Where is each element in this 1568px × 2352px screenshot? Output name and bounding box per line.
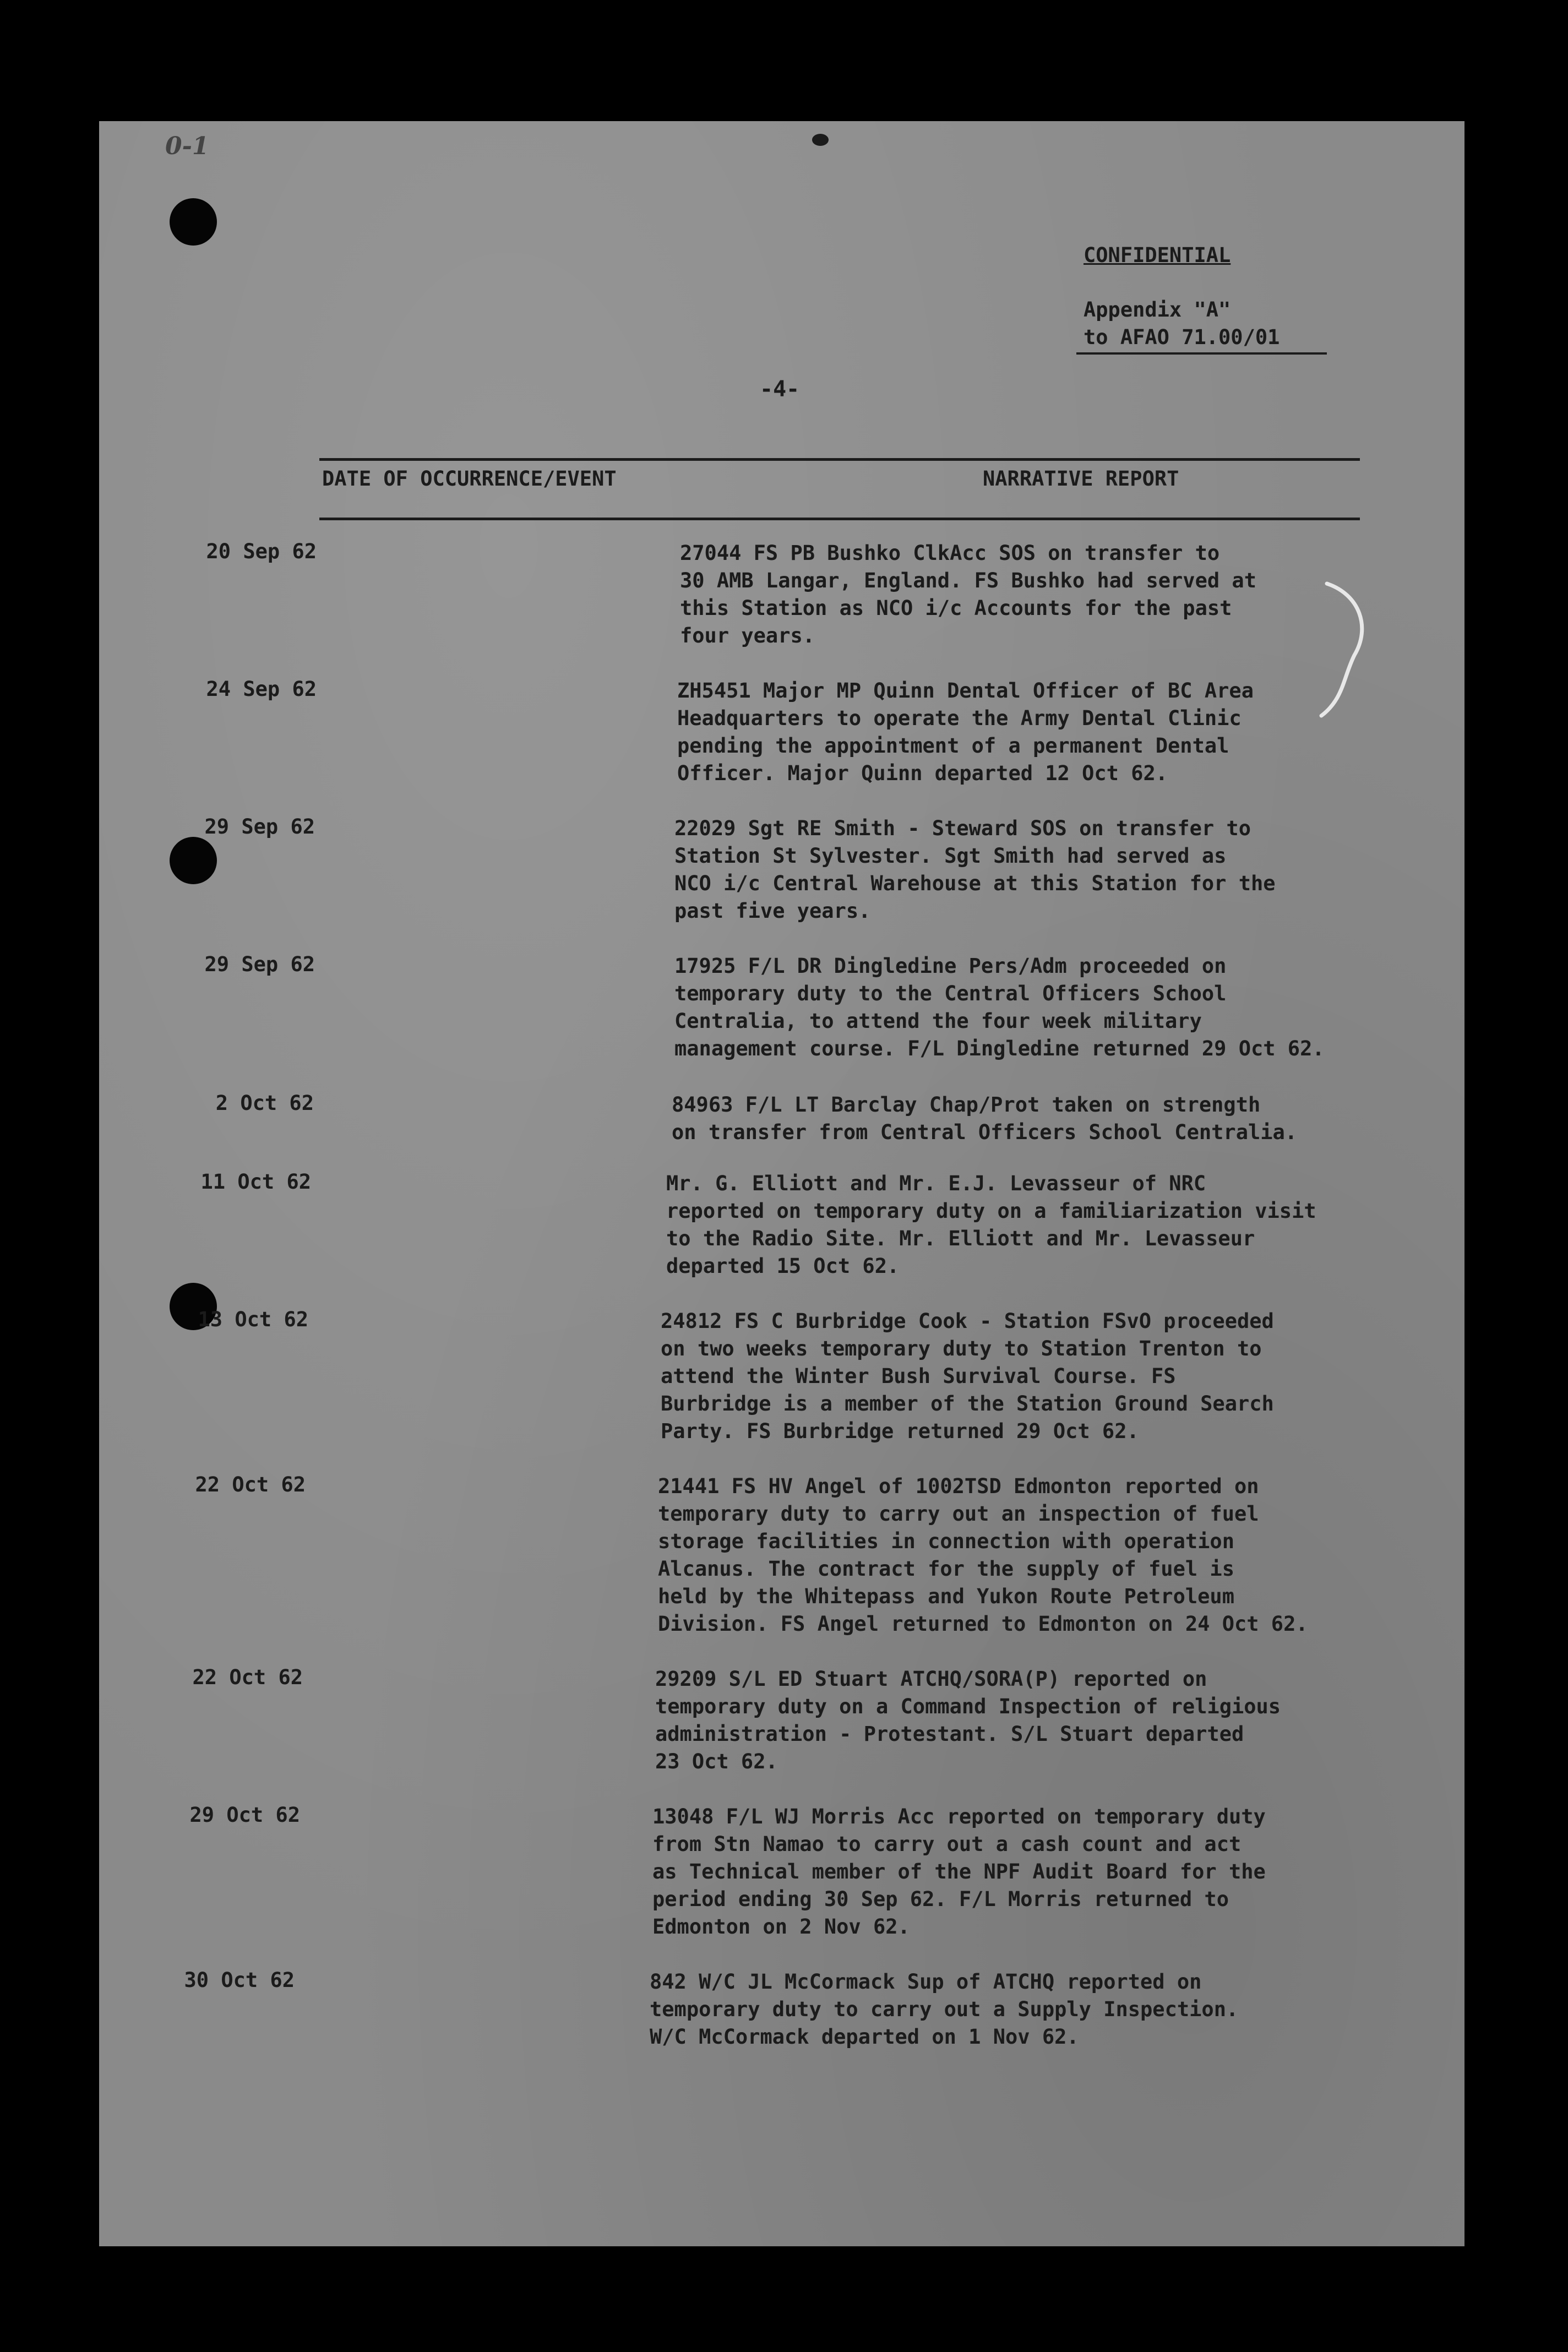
narrative-line: 84963 F/L LT Barclay Chap/Prot taken on strength [672,1093,1261,1117]
entry-narrative [674,952,1423,1063]
narrative-line: administration - Protestant. S/L Stuart departed [655,1722,1244,1746]
narrative-line: on transfer from Central Officers School Centralia. [672,1120,1298,1144]
narrative-line: 24812 FS C Burbridge Cook - Station FSvO proceeded [661,1309,1274,1333]
entry-date: 29 Sep 62 [204,952,315,976]
narrative-line: Alcanus. The contract for the supply of fuel is [658,1557,1234,1581]
narrative-line: as Technical member of the NPF Audit Board for the [652,1860,1266,1883]
narrative-line: management course. F/L Dingledine returned 29 Oct 62. [674,1037,1325,1060]
corner-handwritten-mark: 0-1 [165,132,209,160]
narrative-line: Division. FS Angel returned to Edmonton on 24 Oct 62. [658,1612,1308,1636]
entry-narrative [655,1665,1404,1776]
narrative-line: departed 15 Oct 62. [666,1254,900,1278]
appendix-reference [1084,296,1280,351]
appendix-underline [1076,352,1327,355]
entry-narrative [666,1170,1415,1280]
entry-narrative [674,815,1423,925]
punch-hole-top [170,198,217,246]
column-header-date: DATE OF OCCURRENCE/EVENT [322,467,617,491]
page-number: -4- [760,377,800,402]
narrative-line: on two weeks temporary duty to Station Trenton to [661,1337,1262,1360]
narrative-line: held by the Whitepass and Yukon Route Petroleum [658,1585,1234,1608]
narrative-line: pending the appointment of a permanent Dental [677,734,1229,758]
narrative-line: 29209 S/L ED Stuart ATCHQ/SORA(P) reported on [655,1667,1207,1691]
narrative-line: to the Radio Site. Mr. Elliott and Mr. Levasseur [666,1227,1255,1250]
entry-date: 13 Oct 62 [198,1308,308,1331]
entry-date: 11 Oct 62 [200,1170,311,1194]
handwritten-bracket-mark [1310,578,1387,721]
entry-date: 29 Sep 62 [204,815,315,839]
narrative-line: reported on temporary duty on a familiarization visit [666,1199,1316,1223]
narrative-line: temporary duty to the Central Officers School [674,982,1227,1005]
appendix-line-1: Appendix "A" [1084,298,1231,322]
narrative-line: from Stn Namao to carry out a cash count and act [652,1832,1242,1856]
entry-date: 24 Sep 62 [206,677,317,701]
narrative-line: 13048 F/L WJ Morris Acc reported on temporary duty [652,1805,1266,1828]
narrative-line: 21441 FS HV Angel of 1002TSD Edmonton reported on [658,1474,1259,1498]
narrative-line: Mr. G. Elliott and Mr. E.J. Levasseur of NRC [666,1172,1206,1195]
narrative-line: Burbridge is a member of the Station Ground Search [661,1392,1274,1415]
entry-date: 29 Oct 62 [189,1803,300,1827]
narrative-line: past five years. [674,899,871,923]
narrative-line: Party. FS Burbridge returned 29 Oct 62. [661,1419,1139,1443]
column-header-narrative: NARRATIVE REPORT [983,467,1179,491]
classification-marking: CONFIDENTIAL [1084,243,1231,267]
narrative-line: 22029 Sgt RE Smith - Steward SOS on transfer to [674,816,1251,840]
narrative-line: 17925 F/L DR Dingledine Pers/Adm proceeded on [674,954,1227,978]
narrative-line: this Station as NCO i/c Accounts for the past [680,596,1232,620]
narrative-line: attend the Winter Bush Survival Course. FS [661,1364,1176,1388]
entry-date: 22 Oct 62 [192,1665,303,1689]
ink-dot [812,134,829,146]
appendix-line-2: to AFAO 71.00/01 [1084,325,1280,349]
entry-narrative [652,1803,1401,1941]
narrative-line: Officer. Major Quinn departed 12 Oct 62. [677,761,1168,785]
narrative-line: Edmonton on 2 Nov 62. [652,1915,910,1939]
document-page [99,121,1464,2246]
entry-date: 30 Oct 62 [184,1968,295,1992]
narrative-line: Headquarters to operate the Army Dental Clinic [677,706,1242,730]
narrative-line: 23 Oct 62. [655,1750,778,1773]
entry-date: 2 Oct 62 [215,1091,314,1115]
narrative-line: ZH5451 Major MP Quinn Dental Officer of BC Area [677,679,1254,703]
narrative-line: storage facilities in connection with operation [658,1529,1234,1553]
narrative-line: 30 AMB Langar, England. FS Bushko had served at [680,569,1256,592]
entry-date: 20 Sep 62 [206,540,317,563]
narrative-line: W/C McCormack departed on 1 Nov 62. [650,2025,1079,2049]
entry-narrative [658,1473,1407,1638]
table-top-rule [319,458,1360,461]
narrative-line: Station St Sylvester. Sgt Smith had served as [674,844,1227,868]
narrative-line: NCO i/c Central Warehouse at this Station for the [674,872,1276,895]
narrative-line: period ending 30 Sep 62. F/L Morris returned to [652,1887,1229,1911]
table-header-rule [319,518,1360,520]
entry-narrative [661,1308,1409,1445]
narrative-line: Centralia, to attend the four week military [674,1009,1202,1033]
narrative-line: temporary duty on a Command Inspection of religious [655,1695,1281,1718]
narrative-line: temporary duty to carry out an inspection of fuel [658,1502,1259,1526]
entry-narrative [650,1968,1398,2051]
narrative-line: 842 W/C JL McCormack Sup of ATCHQ reported on [650,1970,1202,1994]
narrative-line: four years. [680,624,815,647]
narrative-line: 27044 FS PB Bushko ClkAcc SOS on transfer to [680,541,1220,565]
punch-hole-middle [170,837,217,884]
narrative-line: temporary duty to carry out a Supply Inspection. [650,1997,1239,2021]
entry-date: 22 Oct 62 [195,1473,306,1496]
entry-narrative [672,1091,1420,1146]
